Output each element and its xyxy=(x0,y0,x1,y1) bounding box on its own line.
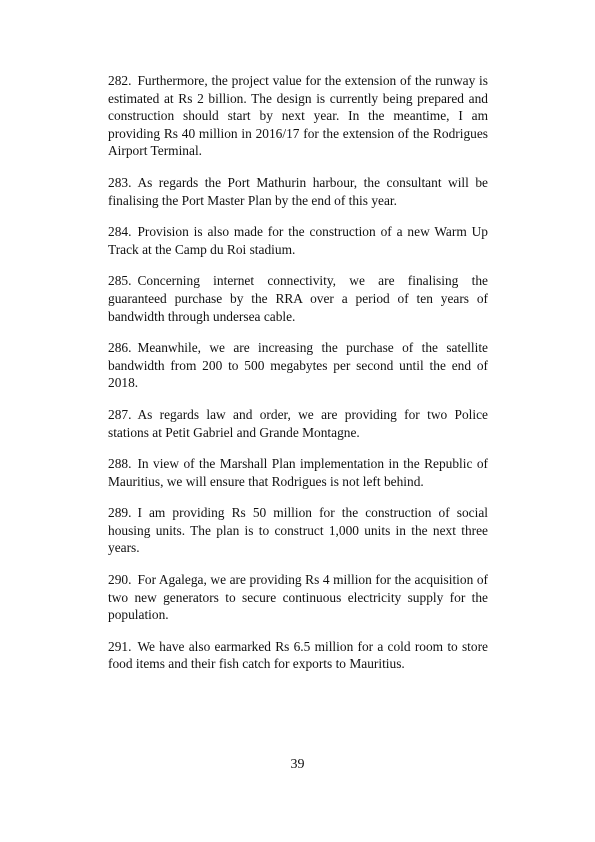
paragraph-282 xyxy=(108,72,488,160)
paragraph-text: Meanwhile, we are increasing the purchase of the satellite bandwidth from 200 to 500 megabytes per second until the end of 2018. xyxy=(108,340,488,391)
paragraph-text: For Agalega, we are providing Rs 4 million for the acquisition of two new generators to secure continuous electricity supply for the population. xyxy=(108,572,488,623)
paragraph-number: 290. xyxy=(108,572,132,588)
paragraph-number: 285. xyxy=(108,273,132,289)
paragraph-283 xyxy=(108,174,488,209)
paragraph-text: We have also earmarked Rs 6.5 million for a cold room to store food items and their fish catch for exports to Mauritius. xyxy=(108,638,488,672)
paragraph-number: 282. xyxy=(108,73,132,88)
paragraph-text: Furthermore, the project value for the extension of the runway is estimated at Rs 2 billion. The design is currently being prepared and construction should start by next year. In the meantime, I am providing Rs 40 million in 2016/17 for the extension of the Rodrigues Airport Terminal. xyxy=(108,73,488,159)
paragraph-291 xyxy=(108,638,488,673)
paragraph-text: In view of the Marshall Plan implementation in the Republic of Mauritius, we will ensure that Rodrigues is not left behind. xyxy=(108,456,488,489)
paragraph-text: As regards law and order, we are providing for two Police stations at Petit Gabriel and Grande Montagne. xyxy=(108,406,488,440)
paragraph-number: 287. xyxy=(108,406,132,422)
paragraph-number: 284. xyxy=(108,224,132,240)
paragraph-text: Concerning internet connectivity, we are finalising the guaranteed purchase by the RRA over a period of ten years of bandwidth through undersea cable. xyxy=(108,273,488,324)
paragraph-text: I am providing Rs 50 million for the construction of social housing units. The plan is to construct 1,000 units in the next three years. xyxy=(108,505,488,556)
paragraph-number: 291. xyxy=(108,638,132,654)
paragraph-289 xyxy=(108,504,488,557)
paragraph-number: 286. xyxy=(108,340,132,356)
paragraph-286 xyxy=(108,339,488,392)
paragraph-text: As regards the Port Mathurin harbour, the consultant will be finalising the Port Master Plan by the end of this year. xyxy=(108,174,488,208)
paragraph-text: Provision is also made for the construction of a new Warm Up Track at the Camp du Roi stadium. xyxy=(108,224,488,257)
paragraph-288 xyxy=(108,455,488,490)
paragraph-284 xyxy=(108,223,488,258)
paragraph-290 xyxy=(108,571,488,624)
paragraph-287 xyxy=(108,406,488,441)
paragraph-number: 288. xyxy=(108,456,132,472)
paragraph-number: 283. xyxy=(108,174,132,190)
document-body xyxy=(108,72,488,687)
page-number: 39 xyxy=(290,757,305,772)
paragraph-285 xyxy=(108,272,488,325)
paragraph-number: 289. xyxy=(108,505,132,521)
